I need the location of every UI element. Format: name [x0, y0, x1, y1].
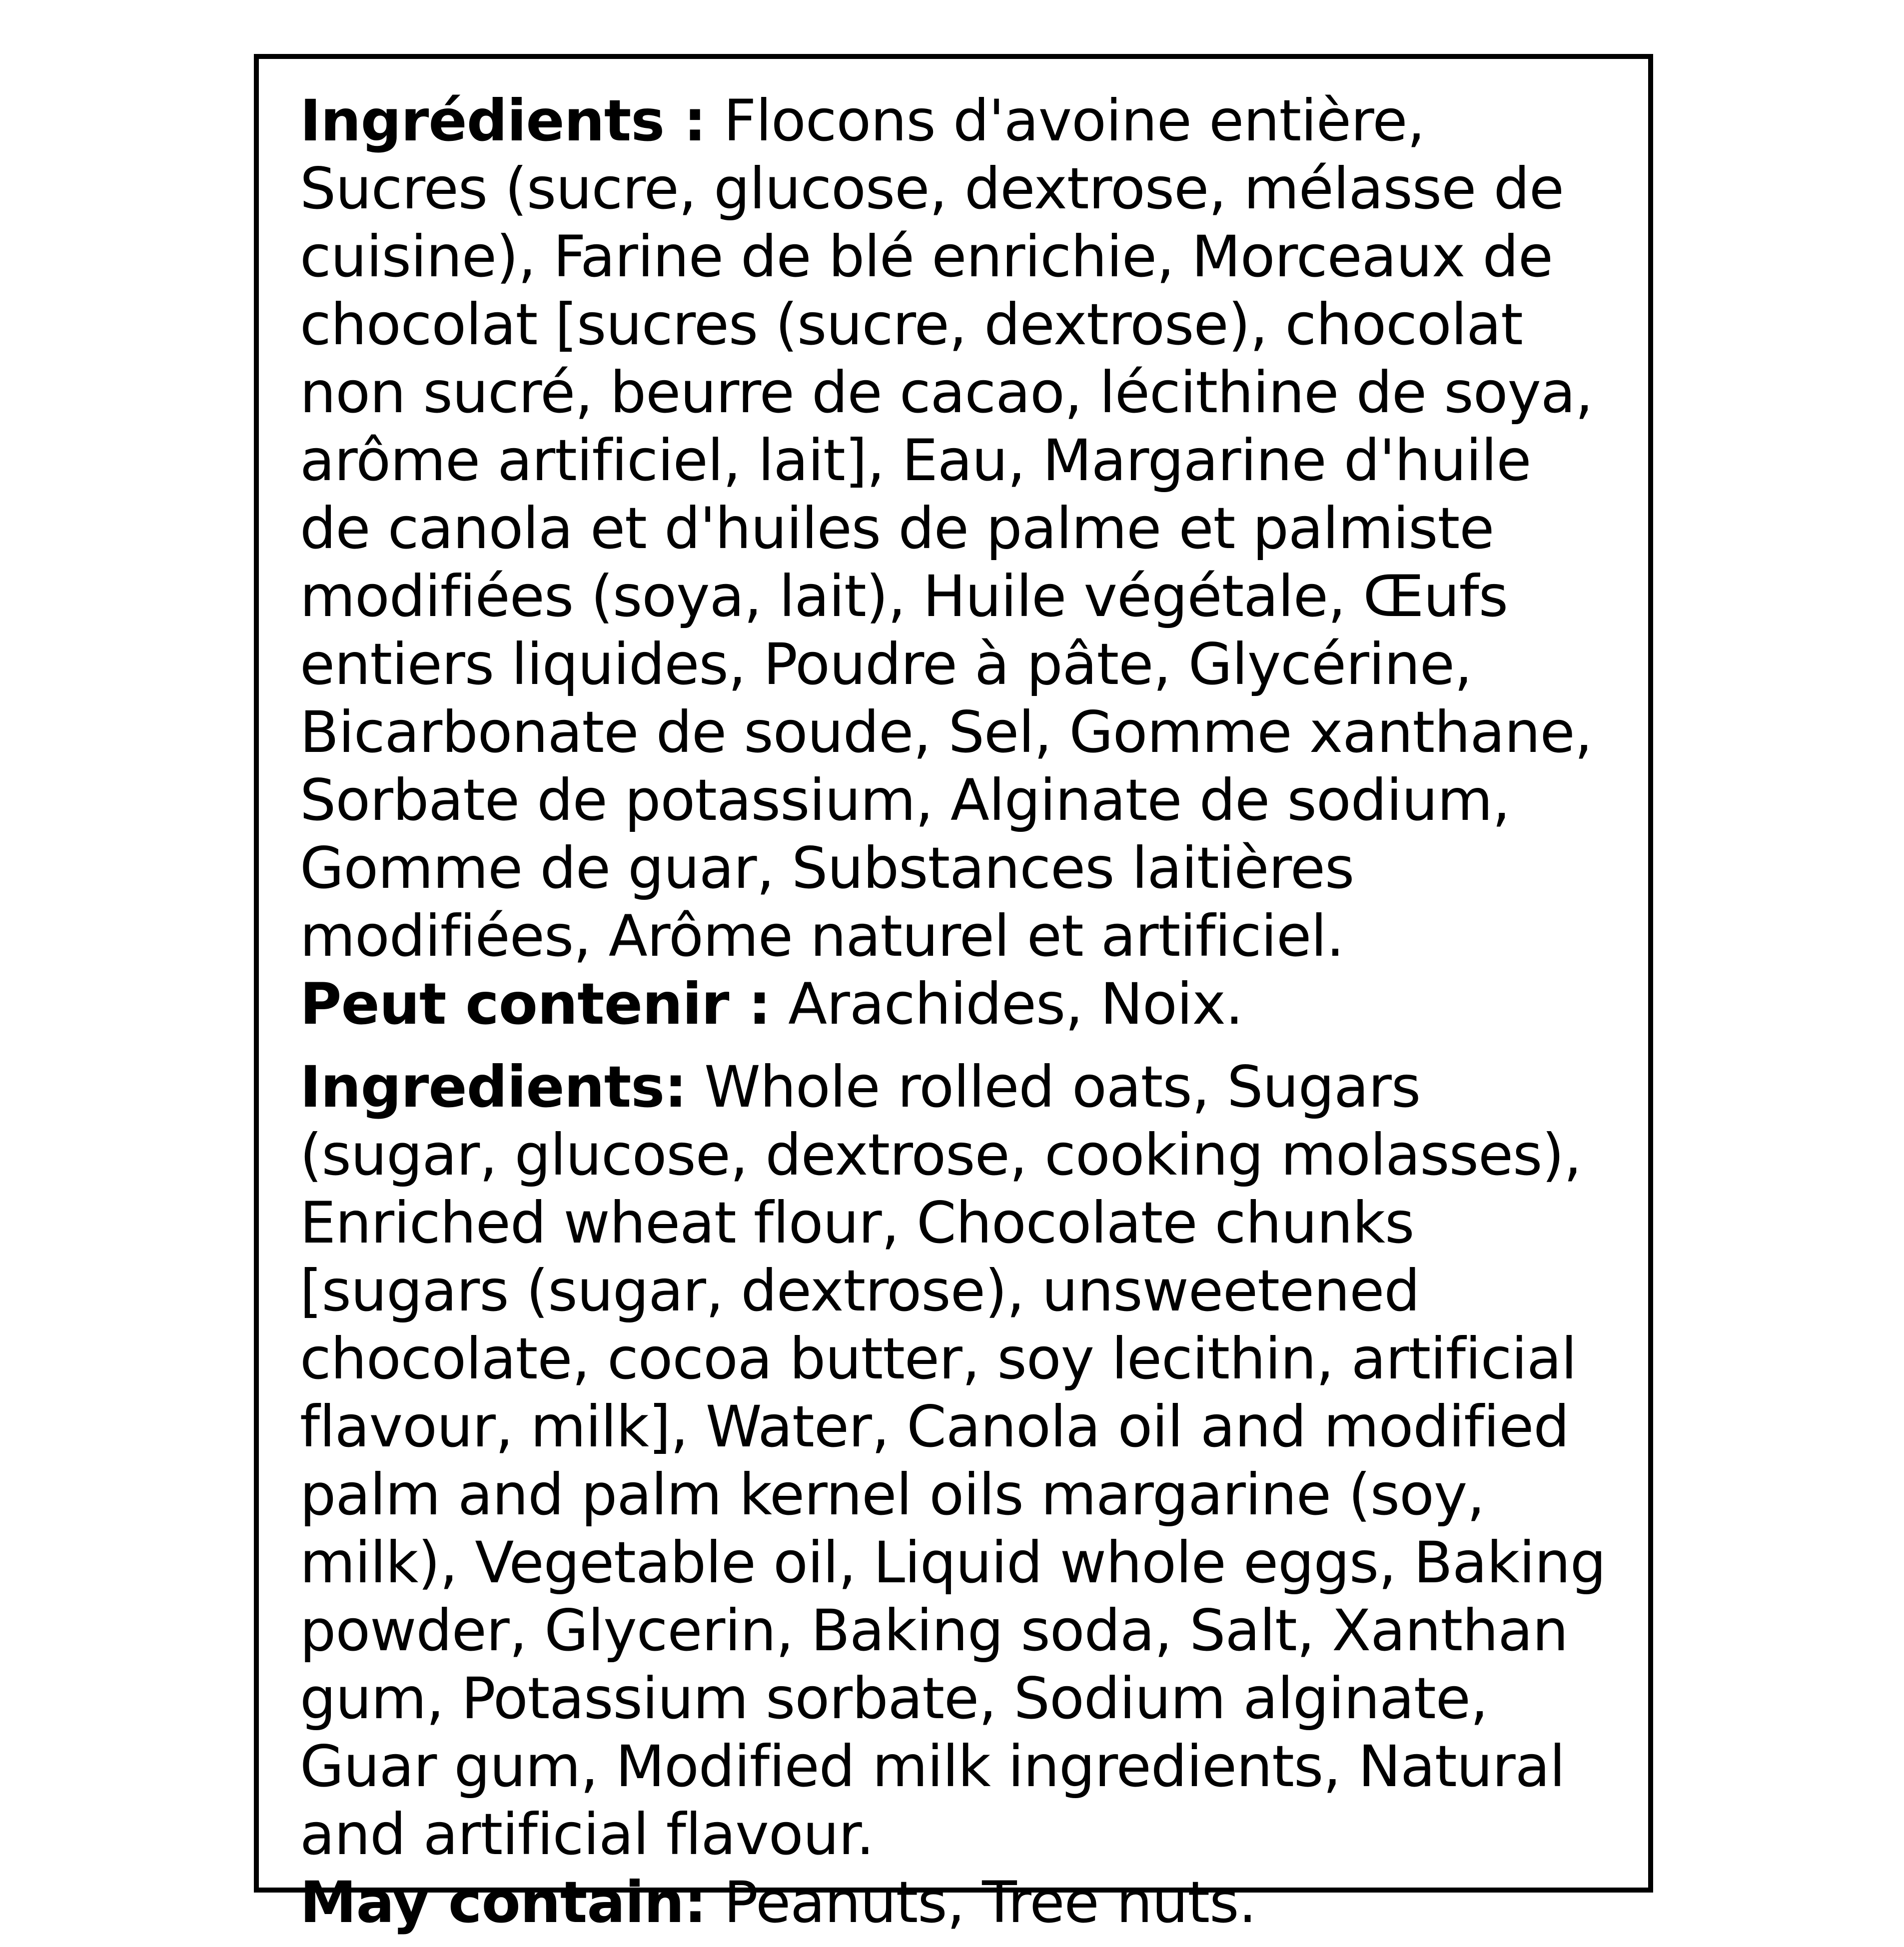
french-ingredients-paragraph	[300, 87, 1607, 970]
french-ingredients-section	[300, 87, 1607, 1038]
english-may-contain-heading: May contain:	[300, 1869, 707, 1936]
english-ingredients-heading: Ingredients:	[300, 1054, 687, 1120]
french-may-contain-paragraph	[300, 970, 1607, 1038]
french-may-contain-text: Arachides, Noix.	[788, 971, 1243, 1037]
english-may-contain-paragraph	[300, 1869, 1607, 1937]
french-ingredients-heading: Ingrédients :	[300, 87, 706, 154]
french-ingredients-text: Flocons d'avoine entière, Sucres (sucre, glucose, dextrose, mélasse de cuisine), Farine de blé enrichie, Morceaux de chocolat [sucres (sucre, dextrose), chocolat non sucré, beurre de cacao, lécithine de soya, arôme artificiel, lait], Eau, Margarine d'huile de canola et d'huiles de palme et palmiste modifiées (soya, lait), Huile végétale, Œufs entiers liquides, Poudre à pâte, Glycérine, Bicarbonate de soude, Sel, Gomme xanthane, Sorbate de potassium, Alginate de sodium, Gomme de guar, Substances laitières modifiées, Arôme naturel et artificiel.	[300, 87, 1593, 969]
ingredients-label-box	[254, 54, 1653, 1936]
english-ingredients-section	[300, 1053, 1607, 1937]
english-ingredients-paragraph	[300, 1053, 1607, 1869]
english-ingredients-text: Whole rolled oats, Sugars (sugar, glucose, dextrose, cooking molasses), Enriched wheat flour, Chocolate chunks [sugars (sugar, dextrose), unsweetened chocolate, cocoa butter, soy lecithin, artificial flavour, milk], Water, Canola oil and modified palm and palm kernel oils margarine (soy, milk), Vegetable oil, Liquid whole eggs, Baking powder, Glycerin, Baking soda, Salt, Xanthan gum, Potassium sorbate, Sodium alginate, Guar gum, Modified milk ingredients, Natural and artificial flavour.	[300, 1054, 1606, 1868]
english-may-contain-text: Peanuts, Tree nuts.	[724, 1869, 1256, 1936]
french-may-contain-heading: Peut contenir :	[300, 971, 771, 1037]
